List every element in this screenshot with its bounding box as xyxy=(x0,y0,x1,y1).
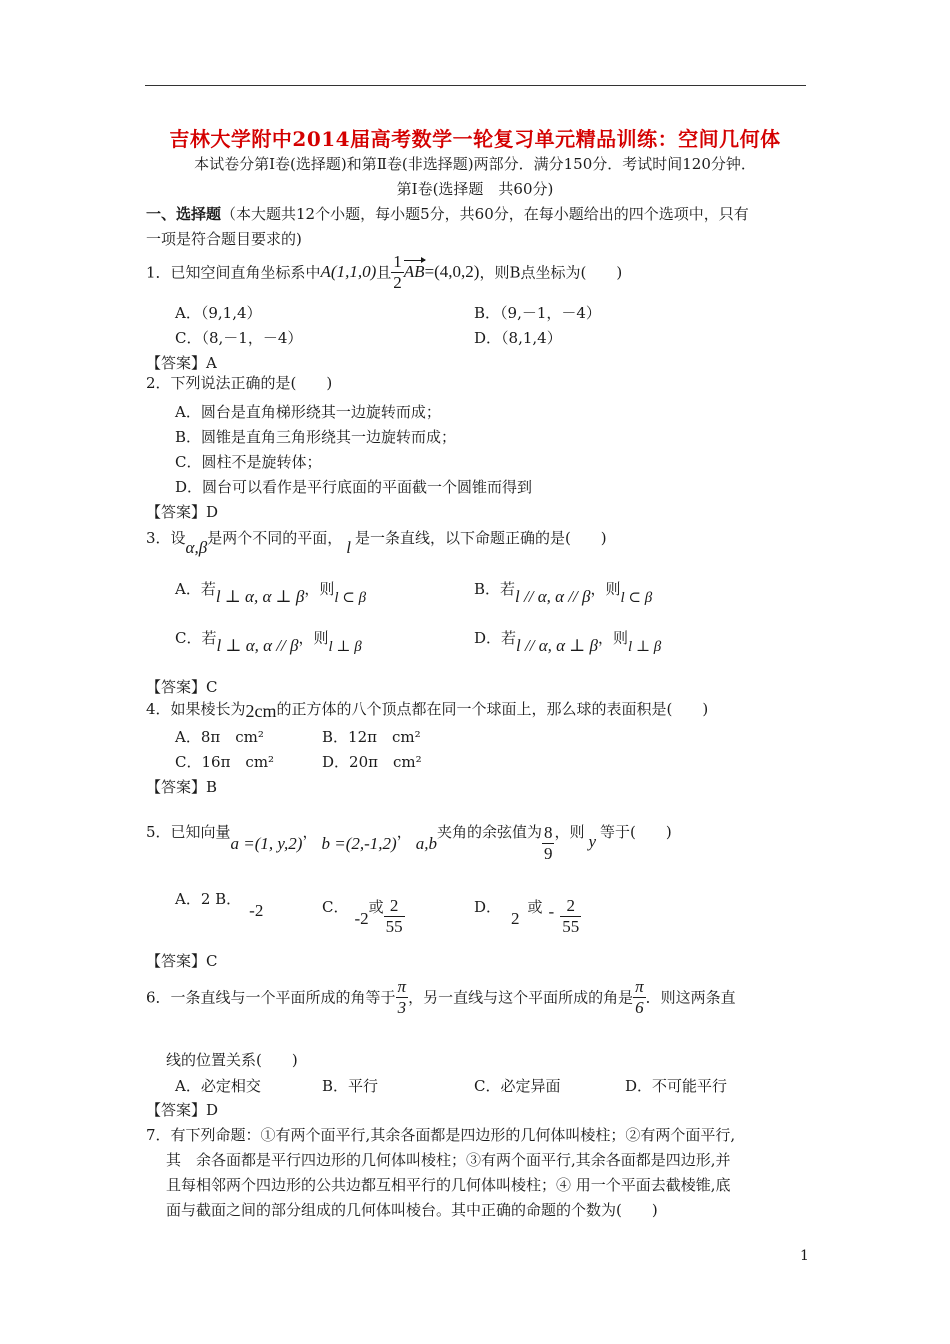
section-desc-1: （本大题共12个小题，每小题5分，共60分，在每小题给出的四个选项中，只有 xyxy=(221,205,749,223)
q3-option-c: C．若l ⊥ α, α // β，则l ⊥ β xyxy=(175,629,362,655)
q5-option-d: D．2或 - $\frac{2}{55}$ xyxy=(474,896,580,936)
angle-pi-3: $\frac{\pi}{3}$ xyxy=(397,977,407,1017)
section-line-1 xyxy=(146,203,749,224)
intro-line: 本试卷分第Ⅰ卷(选择题)和第Ⅱ卷(非选择题)两部分．满分150分．考试时间120分钟． xyxy=(194,155,756,173)
q3-option-a: A．若l ⊥ α, α ⊥ β，则l ⊂ β xyxy=(175,580,367,606)
q4-answer: 【答案】B xyxy=(146,778,218,796)
q1-answer: 【答案】A xyxy=(146,354,217,372)
q1-option-c: C．（8,－1，－4） xyxy=(175,329,303,347)
question-4-stem: 4．如果棱长为2cm的正方体的八个顶点都在同一个球面上，那么球的表面积是( ) xyxy=(146,700,709,721)
q2-answer: 【答案】D xyxy=(146,503,219,521)
question-6-stem: 6．一条直线与一个平面所成的角等于 $\frac{\pi}{3}$ ，另一直线与这个平面所成的角是 $\frac{\pi}{6}$ ．则这两条直 xyxy=(146,977,736,1017)
q4-option-c: C．16π cm² xyxy=(175,753,275,771)
question-3-stem: 3．设α,β是两个不同的平面， l 是一条直线，以下命题正确的是( ) xyxy=(146,529,607,557)
q4-option-b: B．12π cm² xyxy=(322,728,421,746)
section-desc-2: 一项是符合题目要求的) xyxy=(146,230,302,248)
q2-option-d: D．圆台可以看作是平行底面的平面截一个圆锥而得到 xyxy=(175,478,533,496)
cosine-fraction: $\frac{8}{9}$ xyxy=(543,823,553,863)
vector-b: b =(2,-1,2) xyxy=(321,834,397,854)
q3-option-d: D．若l // α, α ⊥ β，则l ⊥ β xyxy=(474,629,662,655)
q2-option-c: C．圆柱不是旋转体； xyxy=(175,453,322,471)
question-7-line-1: 7．有下列命题：①有两个面平行,其余各面都是四边形的几何体叫棱柱；②有两个面平行, xyxy=(146,1126,736,1144)
q4-option-d: D．20π cm² xyxy=(322,753,422,771)
alpha-beta: α,β xyxy=(185,538,208,557)
q6-option-d: D．不可能平行 xyxy=(625,1077,728,1095)
document-title: 吉林大学附中2014届高考数学一轮复习单元精品训练：空间几何体 xyxy=(169,127,781,151)
question-7-line-3: 且每相邻两个四边形的公共边都互相平行的几何体叫棱柱；④ 用一个平面去截棱锥,底 xyxy=(166,1176,731,1194)
edge-length: 2cm xyxy=(245,701,277,721)
q1-option-b: B．（9,－1，－4） xyxy=(474,304,601,322)
question-6-stem-2: 线的位置关系( ) xyxy=(166,1051,298,1069)
q6-option-b: B．平行 xyxy=(322,1077,379,1095)
question-1-stem: 1．已知空间直角坐标系中A(1,1,0)且 $\frac{1}{2}$ AB=(4,0,2)，则B点坐标为( ) xyxy=(146,252,623,292)
q5-option-c: C．-2或 $\frac{2}{55}$ xyxy=(322,896,403,936)
q2-option-b: B．圆锥是直角三角形绕其一边旋转而成； xyxy=(175,428,457,446)
line-l: l xyxy=(346,538,351,557)
question-7-line-2: 其 余各面都是平行四边形的几何体叫棱柱；③有两个面平行,其余各面都是四边形,并 xyxy=(166,1151,731,1169)
angle-pi-6: $\frac{\pi}{6}$ xyxy=(635,977,644,1017)
q5-answer: 【答案】C xyxy=(146,952,218,970)
vector-a: a =(1, y,2) xyxy=(230,834,303,854)
part-heading: 第Ⅰ卷(选择题 共60分) xyxy=(396,180,554,198)
question-7-line-4: 面与截面之间的部分组成的几何体叫棱台。其中正确的命题的个数为( ) xyxy=(166,1201,658,1219)
section-heading: 一、选择题 xyxy=(146,205,222,223)
q3-answer: 【答案】C xyxy=(146,678,218,696)
vector-AB: AB xyxy=(403,262,425,282)
q6-option-c: C．必定异面 xyxy=(474,1077,561,1095)
q5-option-a: A．2 B．-2 xyxy=(175,890,264,920)
q3-option-b: B．若l // α, α // β，则l ⊂ β xyxy=(474,580,653,606)
question-2-stem: 2．下列说法正确的是( ) xyxy=(146,374,333,392)
fraction-half: $\frac{1}{2}$ xyxy=(393,252,402,292)
vectors-ab: a,b xyxy=(415,834,437,854)
q6-option-a: A．必定相交 xyxy=(175,1077,261,1095)
q6-answer: 【答案】D xyxy=(146,1101,219,1119)
q1-option-a: A．（9,1,4） xyxy=(175,304,262,322)
q4-option-a: A．8π cm² xyxy=(175,728,264,746)
q2-option-a: A．圆台是直角梯形绕其一边旋转而成； xyxy=(175,403,441,421)
q1-option-d: D．（8,1,4） xyxy=(474,329,562,347)
page-number: 1 xyxy=(800,1248,809,1264)
question-5-stem: 5．已知向量a =(1, y,2)，b =(2,-1,2)，a,b夹角的余弦值为 $\frac{8}{9}$ ，则 y 等于( ) xyxy=(146,823,672,863)
header-rule xyxy=(145,85,806,86)
point-A: A(1,1,0) xyxy=(320,262,377,282)
